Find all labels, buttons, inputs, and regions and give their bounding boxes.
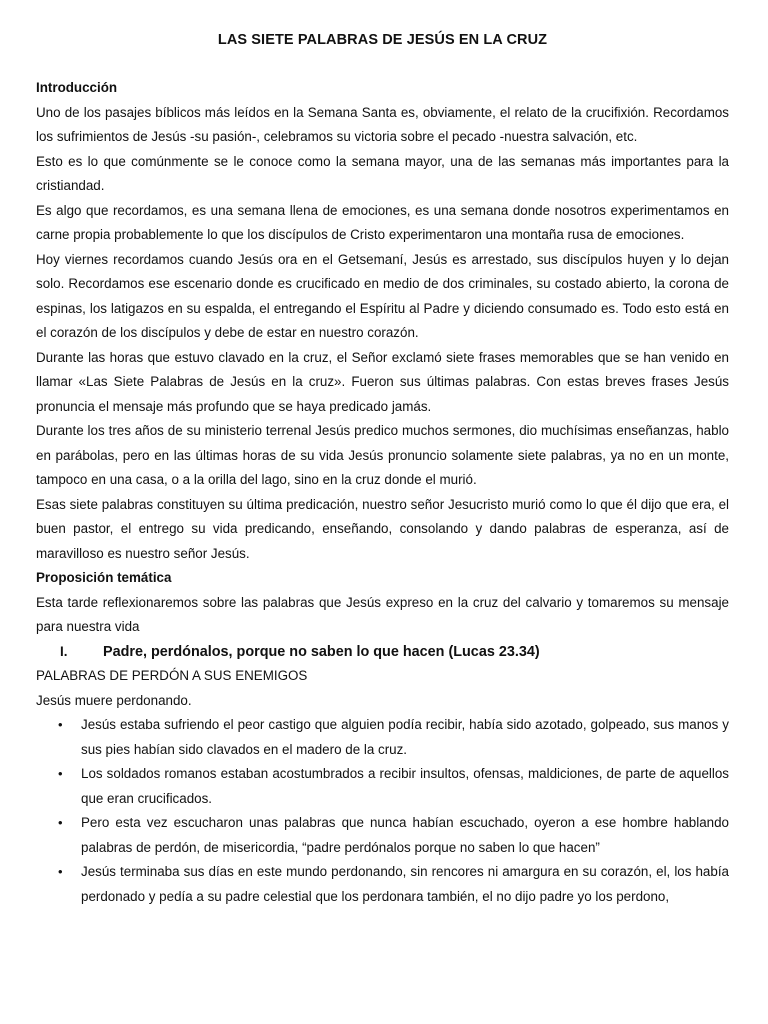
section-heading: [36, 640, 729, 665]
document-title: LAS SIETE PALABRAS DE JESÚS EN LA CRUZ: [217, 32, 548, 48]
section-lead: Jesús muere perdonando.: [36, 692, 192, 708]
intro-paragraph: Hoy viernes recordamos cuando Jesús ora en el Getsemaní, Jesús es arrestado, sus discípulos huyen y lo dejan solo. Recordamos ese escenario donde es crucificado en medio de dos criminales, su costado abierto, la corona de espinas, los latigazos en su espalda, el entregando el Espíritu al Padre y diciendo consumado es. Todo esto está en el corazón de los discípulos y debe de estar en nuestro corazón.: [36, 251, 729, 340]
section-number: I.: [60, 643, 68, 659]
intro-heading: Introducción: [36, 80, 118, 95]
list-item-text: Pero esta vez escucharon unas palabras que nunca habían escuchado, oyeron a ese hombre hablando palabras de perdón, de misericordia, “padre perdónalos porque no saben lo que hacen”: [81, 815, 729, 855]
intro-paragraph: Durante los tres años de su ministerio terrenal Jesús predico muchos sermones, dio muchísimas enseñanzas, hablo en parábolas, pero en las últimas horas de su vida Jesús pronuncio solamente siete palabras, ya no en un monte, tampoco en una casa, o a la orilla del lago, sino en la cruz donde el murió.: [36, 423, 729, 487]
list-item-text: Los soldados romanos estaban acostumbrados a recibir insultos, ofensas, maldiciones, de parte de aquellos que eran crucificados.: [81, 766, 729, 806]
bullet-list: [36, 713, 729, 909]
document-page: [36, 30, 729, 909]
section-title: Padre, perdónalos, porque no saben lo que hacen (Lucas 23.34): [103, 643, 540, 660]
intro-paragraph: Esas siete palabras constituyen su última predicación, nuestro señor Jesucristo murió como lo que él dijo que era, el buen pastor, el entrego su vida predicando, enseñando, consolando y dando palabras de esperanza, así de maravilloso es nuestro señor Jesús.: [36, 496, 729, 561]
intro-paragraph: Es algo que recordamos, es una semana llena de emociones, es una semana donde nosotros experimentamos en carne propia probablemente lo que los discípulos de Cristo experimentaron una montaña rusa de emociones.: [36, 202, 729, 242]
intro-paragraph: Uno de los pasajes bíblicos más leídos en la Semana Santa es, obviamente, el relato de la crucifixión. Recordamos los sufrimientos de Jesús -su pasión-, celebramos su victoria sobre el pecado -nuestra salvación, etc.: [36, 104, 729, 144]
list-item: [36, 860, 729, 909]
list-item: [36, 713, 729, 762]
list-item: [36, 811, 729, 860]
bullet-icon: •: [58, 766, 63, 781]
bullet-icon: •: [58, 864, 63, 879]
bullet-icon: •: [58, 717, 63, 732]
proposition-text: Esta tarde reflexionaremos sobre las palabras que Jesús expreso en la cruz del calvario y tomaremos su mensaje para nuestra vida: [36, 594, 729, 634]
intro-paragraph: Durante las horas que estuvo clavado en la cruz, el Señor exclamó siete frases memorables que se han venido en llamar «Las Siete Palabras de Jesús en la cruz». Fueron sus últimas palabras. Con estas breves frases Jesús pronuncia el mensaje más profundo que se haya predicado jamás.: [36, 349, 729, 414]
list-item: [36, 762, 729, 811]
proposition-heading: Proposición temática: [36, 570, 172, 585]
list-item-text: Jesús terminaba sus días en este mundo perdonando, sin rencores ni amargura en su corazón, el, los había perdonado y pedía a su padre celestial que los perdonara también, el no dijo padre yo los perdono,: [81, 864, 729, 904]
bullet-icon: •: [58, 815, 63, 830]
section-subtitle: PALABRAS DE PERDÓN A SUS ENEMIGOS: [36, 668, 308, 683]
list-item-text: Jesús estaba sufriendo el peor castigo que alguien podía recibir, había sido azotado, golpeado, sus manos y sus pies habían sido clavados en el madero de la cruz.: [81, 717, 729, 757]
intro-paragraph: Esto es lo que comúnmente se le conoce como la semana mayor, una de las semanas más importantes para la cristiandad.: [36, 153, 729, 193]
